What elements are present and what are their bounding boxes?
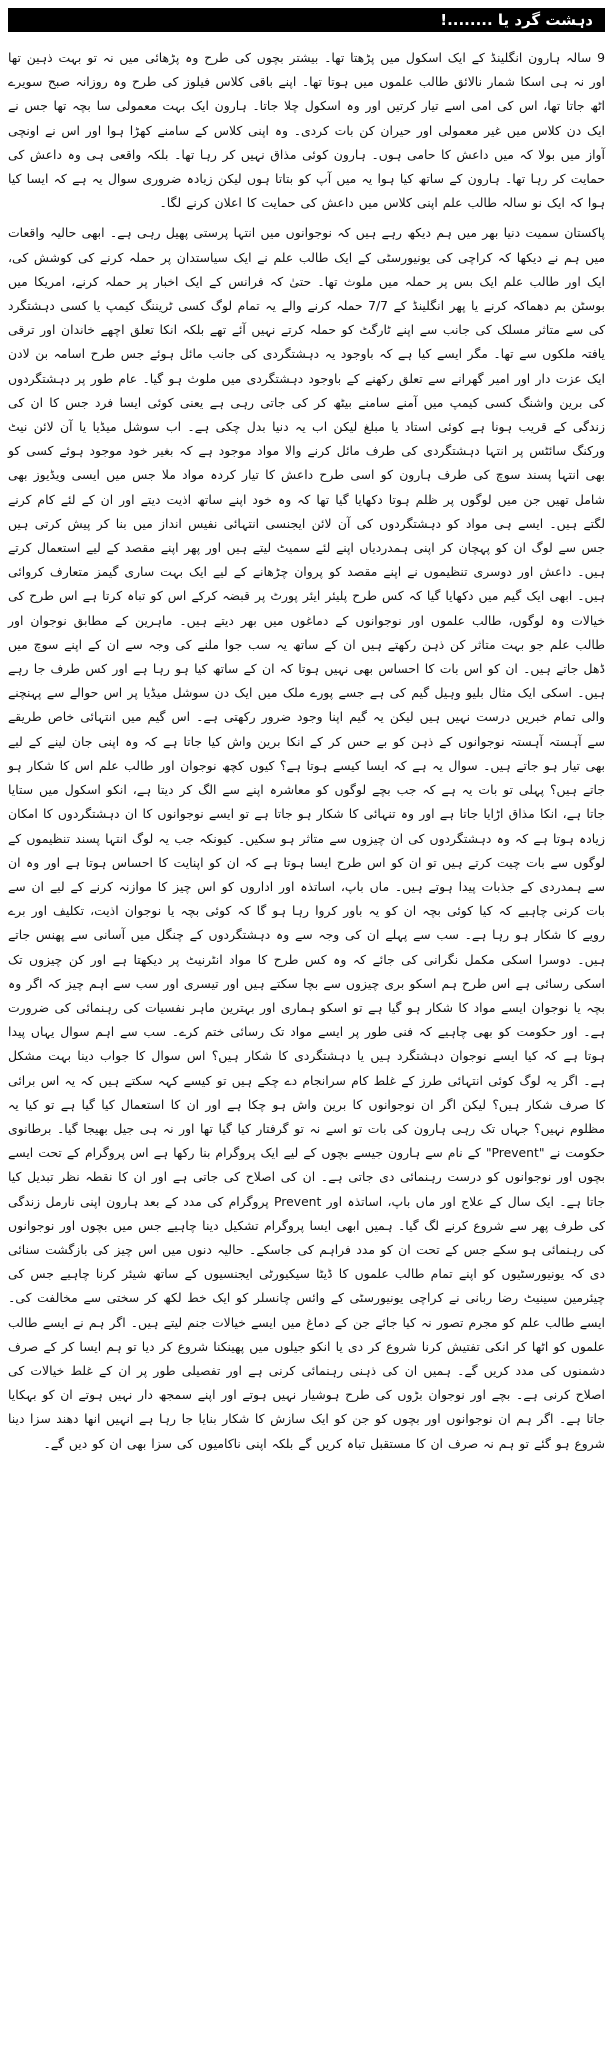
article-paragraph-intro: 9 سالہ ہارون انگلینڈ کے ایک اسکول میں پڑھتا تھا۔ بیشتر بچوں کی طرح وہ پڑھائی میں نہ تو بہت ذہین تھا اور نہ ہی اسکا شمار نالائق طالب علموں میں ہوتا تھا۔ اپنے باقی کلاس فیلوز کی طرح وہ روزانہ صبح سویرے اٹھ جاتا تھا، اس کی امی اسے تیار کرتیں اور وہ اسکول چلا جاتا۔ ہارون ایک بہت معمولی سا بچہ تھا جس نے ایک دن کلاس میں غیر معمولی اور حیران کن بات کردی۔ وہ اپنی کلاس کے سامنے کھڑا ہوا اور اس نے اونچی آواز میں بولا کہ میں داعش کا حامی ہوں۔ ہارون کوئی مذاق نہیں کر رہا تھا۔ بلکہ واقعی ہی وہ داعش کی حمایت کر رہا تھا۔ ہارون کے ساتھ کیا ہوا یہ میں آپ کو بتاتا ہوں لیکن زیادہ ضروری سوال یہ ہے کہ ایسا کیا ہوا کہ ایک نو سالہ طالب علم اپنی کلاس میں داعش کی حمایت کا اعلان کرنے لگا۔ — [8, 50, 605, 211]
article-title: دہشت گرد یا ........! — [440, 11, 593, 29]
article-paragraph-body: پاکستان سمیت دنیا بھر میں ہم دیکھ رہے ہیں کہ نوجوانوں میں انتہا پرستی پھیل رہی ہے۔ ابھی حالیہ واقعات میں ہم نے دیکھا کہ کراچی کی یونیورسٹی کے ایک طالب علم نے ایک سیاستدان پر حملہ کرنے کی کوشش کی، ایک اور طالب علم ایک بس پر حملہ میں ملوث تھا۔ حتیٰ کہ فرانس کے ایک اخبار پر حملہ کرنے، امریکا میں بوسٹن بم دھماکہ کرنے یا پھر انگلینڈ کے 7/7 حملہ کرنے والے یہ تمام لوگ کسی ٹریننگ کیمپ یا کسی دہشتگرد کی سے متاثر مسلک کی جانب سے اپنے ٹارگٹ کو حملہ کرتے نہیں آئے تھے بلکہ انکا تعلق اچھے خاندان اور ترقی یافتہ ملکوں سے تھا۔ مگر ایسے کیا ہے کہ باوجود یہ دہشتگردی کی جانب مائل ہوئے جس طرح اسامہ بن لادن ایک عزت دار اور امیر گھرانے سے تعلق رکھنے کے باوجود دہشتگردی میں ملوث ہو گیا۔ عام طور پر دہشتگردوں کی برین واشنگ کسی کیمپ میں آمنے سامنے بیٹھ کر کی جاتی رہی ہے یعنی کوئی ایسا فرد جس کا ان کی زندگی کے قریب ہونا ہے کوئی استاد یا مبلغ لیکن اب یہ دنیا بدل چکی ہے۔ اب سوشل میڈیا یا آن لائن نیٹ ورکنگ سائٹس پر انتہا دہشتگردی کی طرف مائل کرنے والا مواد موجود ہے کہ بغیر خود موجود ہوئے کسی کو بھی انتہا پسند سوچ کی طرف ہارون کو اسی طرح داعش کا تیار کردہ مواد ملا جس میں ایسی ویڈیوز بھی شامل تھیں جن میں لوگوں پر ظلم ہوتا دکھایا گیا تھا کہ وہ خود اپنے ساتھ اذیت دیتے اور ان کے لئے کام کرنے لگتے ہیں۔ ایسے ہی مواد کو دہشتگردوں کی آن لائن ایجنسی انتہائی نفیس انداز میں بنا کر پیش کرتی ہیں جس سے لوگ ان کو پہچان کر اپنی ہمدردیاں اپنے لئے سمیٹ لیتے ہیں اور پھر اپنے مقصد کے لیے استعمال کرتے ہیں۔ داعش اور دوسری تنظیموں نے اپنے مقصد کو پروان چڑھانے کے لیے ایک بہت ساری گیمز متعارف کروائی ہیں۔ ابھی ایک گیم میں دکھایا گیا کہ کس طرح پلیئر ایئر پورٹ پر قبضہ کرکے اس کو تباہ کرتا ہے اس طرح کی خیالات وہ لوگوں، طالب علموں اور نوجوانوں کے دماغوں میں بھر دیتے ہیں۔ ماہرین کے مطابق نوجوان اور طالب علم جو بہت متاثر کن ذہن رکھتے ہیں ان کے ساتھ یہ سب جوا ملنے کی وجہ سے ان کے اپنے سوچ میں ڈھل جاتے ہیں۔ ان کو اس بات کا احساس بھی نہیں ہوتا کہ ان کے ساتھ کیا ہو رہا ہے اور کس طرف جا رہے ہیں۔ اسکی ایک مثال بلیو وہیل گیم کی ہے جسے پورے ملک میں ایک دن سوشل میڈیا پر اس حوالے سے پہنچنے والی تمام خبریں درست نہیں ہیں لیکن یہ گیم اپنا وجود ضرور رکھتی ہے۔ اس گیم میں انتہائی خاص طریقے سے آہستہ آہستہ نوجوانوں کے ذہن کو بے حس کر کے انکا برین واش کیا جاتا ہے کہ وہ اپنی جان لینے کے لیے بھی تیار ہو جاتے ہیں۔ سوال یہ ہے کہ ایسا کیسے ہوتا ہے؟ کیوں کچھ نوجوان اور طالب علم اس کا شکار ہو جاتے ہیں؟ پہلی تو بات یہ ہے کہ جب بچے لوگوں کو معاشرہ اپنے سے الگ کر دیتا ہے، انکو اسکول میں ستایا جاتا ہے، انکا مذاق اڑایا جاتا ہے اور وہ تنہائی کا شکار ہو جاتا ہے تو ایسے نوجوانوں کا ان دہشتگردوں کا امکان زیادہ ہوتا ہے کہ وہ دہشتگردوں کی ان چیزوں سے متاثر ہو سکیں۔ کیونکہ جب یہ لوگ انتہا پسند تنظیموں کے لوگوں سے بات چیت کرتے ہیں تو ان کو اس طرح ایسا ہوتا ہے کہ ان کو اپنایت کا احساس ہوتا ہے اور وہ ان سے ہمدردی کے جذبات پیدا ہوتے ہیں۔ ماں باپ، اساتذہ اور اداروں کو اس چیز کا موازنہ کرنے کے لیے ان سے بات کرنی چاہیے کہ کیا کوئی بچہ ان کو یہ باور کروا رہا ہو گا کہ کوئی بچہ یا نوجوان اذیت، تکلیف اور برے رویے کا شکار ہو رہا ہے۔ سب سے پہلے ان کی وجہ سے وہ دہشتگردوں کے چنگل میں آسانی سے پھنس جاتے ہیں۔ دوسرا اسکی مکمل نگرانی کی جائے کہ وہ کس طرح کا مواد انٹرنیٹ پر دیکھتا ہے اور کن چیزوں تک اسکی رسائی ہے اس طرح ہم اسکو بری چیزوں سے بچا سکتے ہیں اور تیسری اور سب سے اہم چیز کہ اگر وہ بچہ یا نوجوان ایسے مواد کا شکار ہو گیا ہے تو اسکو ہماری اور بہترین ماہر نفسیات کی رہنمائی کی ضرورت ہے۔ اور حکومت کو بھی چاہیے کہ فنی طور پر ایسے مواد تک رسائی ختم کرے۔ سب سے اہم سوال یہاں پیدا ہوتا ہے کہ کیا ایسے نوجوان دہشتگرد ہیں یا دہشتگردی کا شکار ہیں؟ اس سوال کا جواب دینا بہت مشکل ہے۔ اگر یہ لوگ کوئی انتہائی طرز کے غلط کام سرانجام دے چکے ہیں تو کیسے کہہ سکتے ہیں کہ یہ اس برائی کا صرف شکار ہیں؟ لیکن اگر ان نوجوانوں کا برین واش ہو چکا ہے اور ان کا استعمال کیا گیا ہے تو کیا یہ مظلوم نہیں؟ جہاں تک رہی ہارون کی بات تو اسے نہ تو گرفتار کیا گیا تھا اور نہ ہی جیل بھیجا گیا۔ برطانوی حکومت نے "Prevent" کے نام سے ہارون جیسے بچوں کے لیے ایک پروگرام بنا رکھا ہے اس پروگرام کے تحت ایسے بچوں اور نوجوانوں کو درست رہنمائی دی جاتی ہے۔ ان کی اصلاح کی جاتی ہے اور ان کا نقطہ نظر تبدیل کیا جاتا ہے۔ ایک سال کے علاج اور ماں باپ، اساتذہ اور Prevent پروگرام کی مدد کے بعد ہارون اپنی نارمل زندگی کی طرف پھر سے شروع کرنے لگ گیا۔ ہمیں ابھی ایسا پروگرام تشکیل دینا چاہیے جس میں بچوں اور نوجوانوں کی رہنمائی ہو سکے جس کے تحت ان کو مدد فراہم کی جاسکے۔ حالیہ دنوں میں اس چیز کی بازگشت سنائی دی کہ یونیورسٹیوں کو اپنے تمام طالب علموں کا ڈیٹا سیکیورٹی ایجنسیوں کے ساتھ شیئر کرنا چاہیے جس کی چیئرمین سینیٹ رضا ربانی نے کراچی یونیورسٹی کے وائس چانسلر کو ایک خط لکھ کر سختی سے مخالفت کی۔ ایسے طالب علم کو مجرم تصور نہ کیا جائے جن کے دماغ میں ایسے خیالات جنم لیتے ہیں۔ اگر ہم نے ایسے طالب علموں کو اٹھا کر انکی تفتیش کرنا شروع کر دی یا انکو جیلوں میں پھینکنا شروع کر دیا تو ہم ایسا کر کے صرف دشمنوں کی مدد کریں گے۔ ہمیں ان کی ذہنی رہنمائی کرنی ہے اور تفصیلی طور پر ان کے غلط خیالات کی اصلاح کرنی ہے۔ بچے اور نوجوان بڑوں کی طرح ہوشیار نہیں ہوتے اور اپنے سمجھ دار نہیں ہوتے ان کو بہکایا جاتا ہے۔ اگر ہم ان نوجوانوں اور بچوں کو جن کو ایک سازش کا شکار بنایا جا رہا ہے انہیں انھا دھند سزا دینا شروع ہو گئے تو ہم نہ صرف ان کا مستقبل تباہ کریں گے بلکہ اپنی ناکامیوں کی سزا بھی ان کو دیں گے۔ — [8, 225, 605, 1451]
title-bar — [8, 8, 605, 32]
